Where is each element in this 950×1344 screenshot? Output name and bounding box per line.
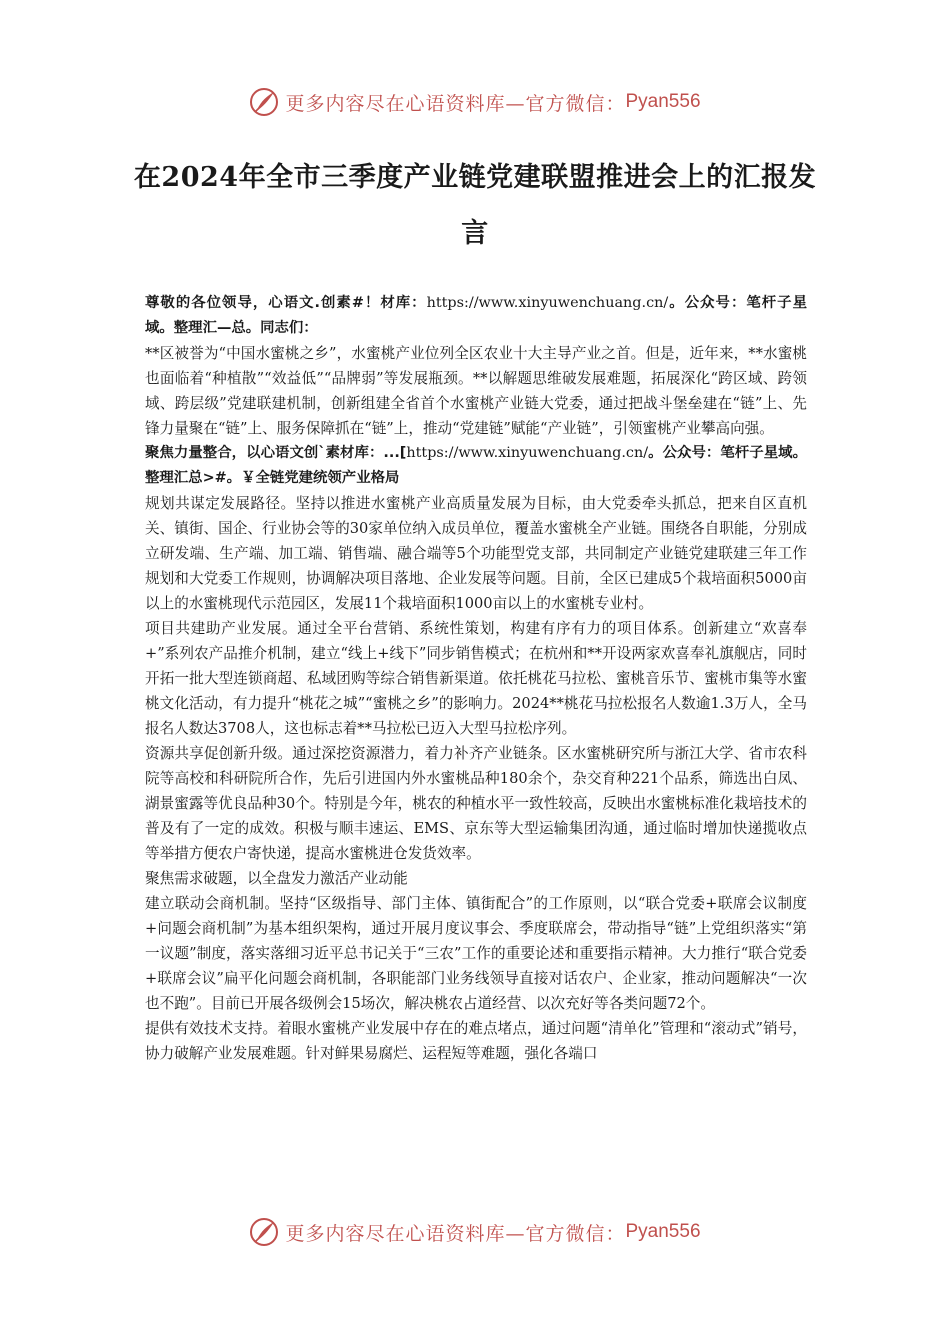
watermark-wechat-id: Pyan556 bbox=[625, 91, 701, 112]
intro-paragraph bbox=[145, 291, 807, 341]
watermark-banner-bottom bbox=[0, 1212, 950, 1252]
body-paragraph-mechanism: 建立联动会商机制。坚持“区级指导、部门主体、镇街配合”的工作原则，以“联合党委+联席会议制度+问题会商机制”为基本组织架构，通过开展月度议事会、季度联席会，带动指导“链”上党组织落实“第一议题”制度，落实落细习近平总书记关于“三农”工作的重要论述和重要指示精神。大力推行“联合党委+联席会议”扁平化问题会商机制，各职能部门业务线领导直接对话农户、企业家，推动问题解决“一次也不跑”。目前已开展各级例会15场次，解决桃农占道经营、以次充好等各类问题72个。 bbox=[145, 895, 807, 1012]
section-heading-2: 聚焦需求破题，以全盘发力激活产业动能 bbox=[145, 870, 408, 887]
watermark-text: 更多内容尽在心语资料库—官方微信： bbox=[285, 92, 626, 115]
intro-url: https://www.xinyuwenchuang.cn/ bbox=[426, 295, 669, 311]
intro-text-2: 。公众号：笔杆子星域。整理汇—总。同志们： bbox=[145, 295, 807, 336]
intro-text-1: 尊敬的各位领导，心语文.创素#！材库： bbox=[145, 295, 427, 311]
section1-url: https://www.xinyuwenchuang.cn/ bbox=[406, 445, 649, 461]
body-paragraph-resources: 资源共享促创新升级。通过深挖资源潜力，着力补齐产业链条。区水蜜桃研究所与浙江大学、省市农科院等高校和科研院所合作，先后引进国内外水蜜桃品种180余个，杂交育种221个品系，筛选出白凤、湖景蜜露等优良品种30个。特别是今年，桃农的种植水平一致性较高，反映出水蜜桃标准化栽培技术的普及有了一定的成效。积极与顺丰速运、EMS、京东等大型运输集团沟通，通过临时增加快递揽收点等举措方便农户寄快递，提高水蜜桃进仓发货效率。 bbox=[145, 745, 807, 862]
body-paragraph-support: 提供有效技术支持。着眼水蜜桃产业发展中存在的难点堵点，通过问题“清单化”管理和“滚动式”销号，协力破解产业发展难题。针对鲜果易腐烂、运程短等难题，强化各端口 bbox=[145, 1020, 807, 1062]
quill-logo-icon bbox=[249, 1217, 279, 1247]
document-title: 在2024年全市三季度产业链党建联盟推进会上的汇报发言 bbox=[133, 162, 817, 249]
section-heading-1 bbox=[145, 441, 807, 491]
body-paragraph-projects: 项目共建助产业发展。通过全平台营销、系统性策划，构建有序有力的项目体系。创新建立“欢喜奉+”系列农产品推介机制，建立“线上+线下”同步销售模式；在杭州和**开设两家欢喜奉礼旗舰店，同时开拓一批大型连锁商超、私域团购等综合销售新渠道。依托桃花马拉松、蜜桃音乐节、蜜桃市集等水蜜桃文化活动，有力提升“桃花之城”“蜜桃之乡”的影响力。2024**桃花马拉松报名人数逾1.3万人，全马报名人数达3708人，这也标志着**马拉松已迈入大型马拉松序列。 bbox=[145, 620, 807, 737]
document-body bbox=[145, 291, 807, 1066]
body-paragraph-planning: 规划共谋定发展路径。坚持以推进水蜜桃产业高质量发展为目标，由大党委牵头抓总，把来自区直机关、镇街、国企、行业协会等的30家单位纳入成员单位，覆盖水蜜桃全产业链。围绕各自职能，分别成立研发端、生产端、加工端、销售端、融合端等5个功能型党支部，共同制定产业链党建联建三年工作规划和大党委工作规则，协调解决项目落地、企业发展等问题。目前，全区已建成5个栽培面积5000亩以上的水蜜桃现代示范园区，发展11个栽培面积1000亩以上的水蜜桃专业村。 bbox=[145, 495, 807, 612]
watermark-wechat-id: Pyan556 bbox=[625, 1221, 701, 1242]
watermark-text: 更多内容尽在心语资料库—官方微信： bbox=[285, 1222, 626, 1245]
quill-logo-icon bbox=[249, 87, 279, 117]
watermark-banner-top bbox=[0, 82, 950, 122]
section1-text-2: 。公众号：笔杆子星域。整理汇总>#。￥全链党建统领产业格局 bbox=[145, 445, 807, 486]
section1-text-1: 聚焦力量整合，以心语文创`素材库：...[ bbox=[145, 445, 407, 461]
opening-paragraph: **区被誉为“中国水蜜桃之乡”，水蜜桃产业位列全区农业十大主导产业之首。但是，近年来，**水蜜桃也面临着“种植散”“效益低”“品牌弱”等发展瓶颈。**以解题思维破发展难题，拓展深化“跨区域、跨领域、跨层级”党建联建机制，创新组建全省首个水蜜桃产业链大党委，通过把战斗堡垒建在“链”上、先锋力量聚在“链”上、服务保障抓在“链”上，推动“党建链”赋能“产业链”，引领蜜桃产业攀高向强。 bbox=[145, 345, 807, 437]
